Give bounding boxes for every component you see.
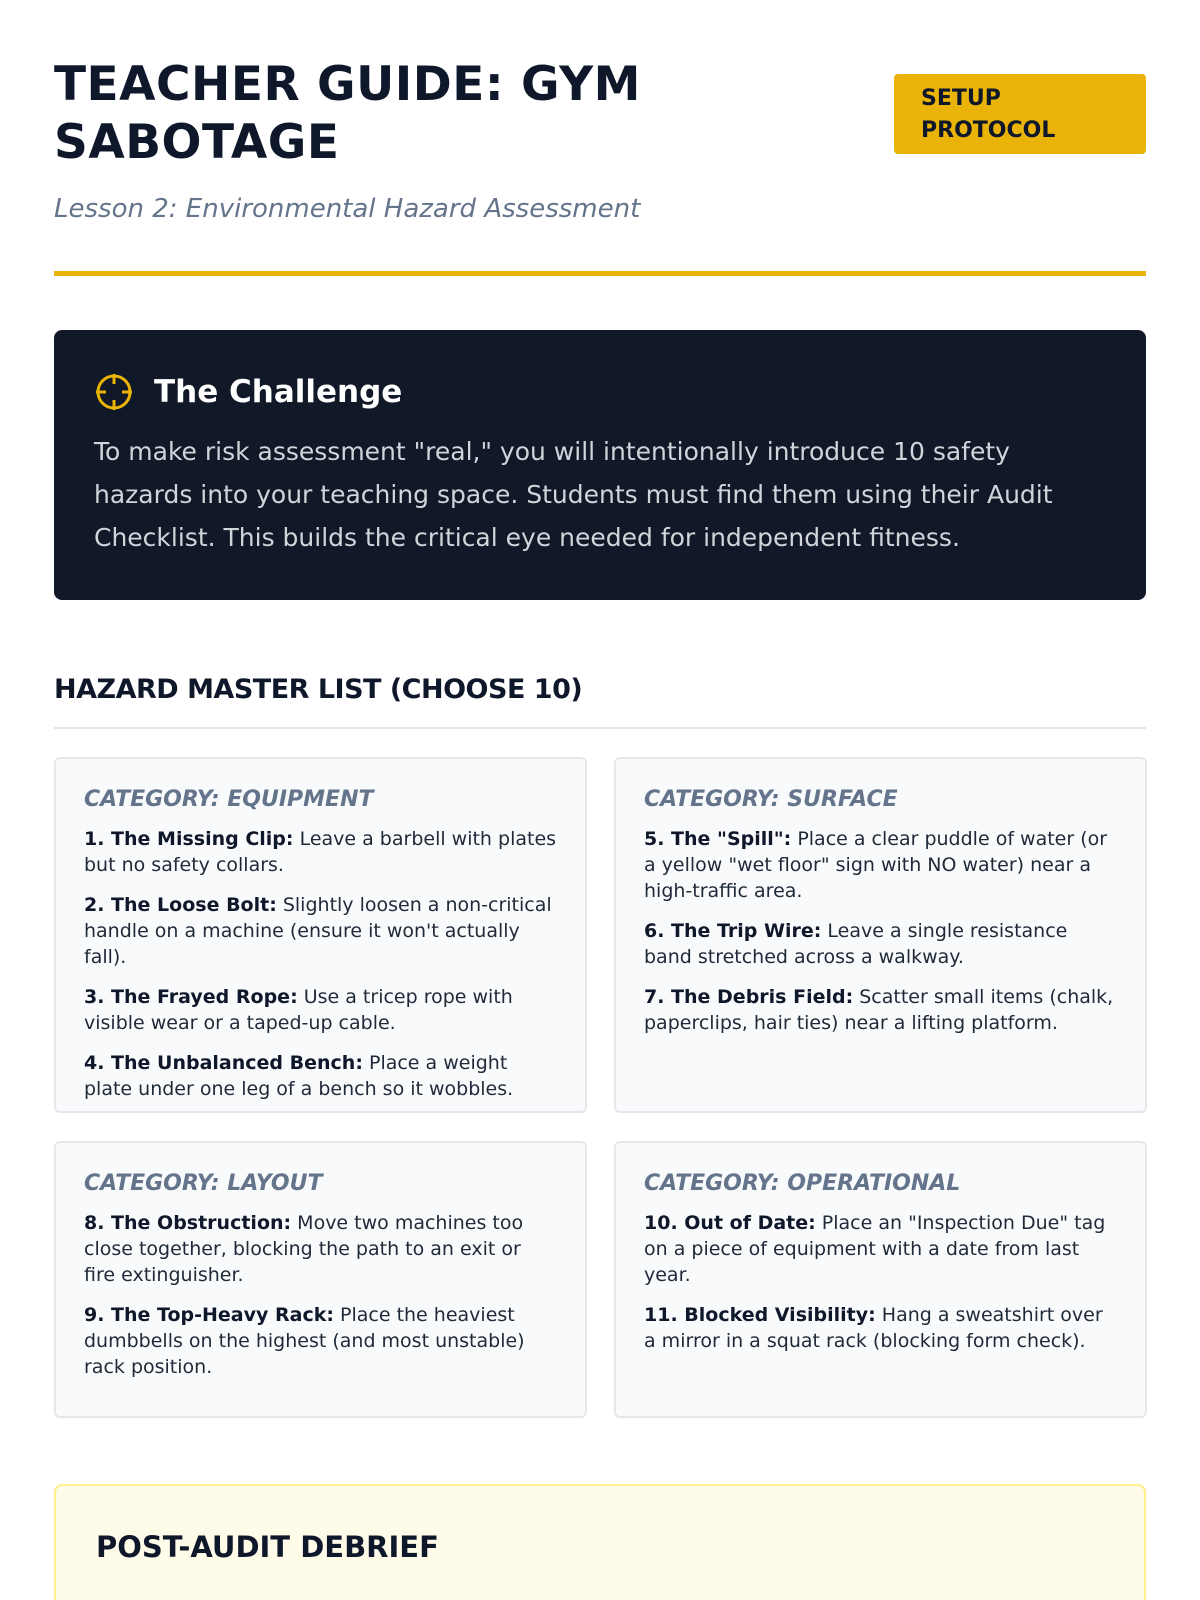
- hazard-item: [644, 1210, 1117, 1288]
- challenge-text: To make risk assessment "real," you will intentionally introduce 10 safety hazards into your teaching space. Students must find them using their Audit Checklist. This builds the critical eye needed for independent fitness.: [94, 437, 1053, 552]
- hazard-name: 2. The Loose Bolt:: [84, 894, 277, 916]
- hazard-item: [84, 984, 557, 1036]
- category-label: CATEGORY: LAYOUT: [84, 1171, 323, 1196]
- category-card-equipment: [54, 757, 587, 1113]
- hazard-description: Place a clear puddle of water (or a yellow "wet floor" sign with NO water) near a high-traffic area.: [644, 828, 1108, 902]
- hazard-name: 3. The Frayed Rope:: [84, 986, 298, 1008]
- hazard-name: 9. The Top-Heavy Rack:: [84, 1304, 334, 1326]
- category-label: CATEGORY: SURFACE: [644, 787, 898, 812]
- hazard-description: Hang a sweatshirt over a mirror in a squat rack (blocking form check).: [644, 1304, 1103, 1352]
- hazard-description: Leave a barbell with plates but no safety collars.: [84, 828, 557, 876]
- debrief-panel: [54, 1484, 1146, 1600]
- hazard-item: [644, 984, 1117, 1036]
- page-subtitle: Lesson 2: Environmental Hazard Assessment: [54, 194, 641, 224]
- hazard-item: [84, 1210, 557, 1288]
- hazard-item: [644, 918, 1117, 970]
- hazard-grid: [54, 757, 1146, 1418]
- hazard-name: 5. The "Spill":: [644, 828, 792, 850]
- category-label: CATEGORY: EQUIPMENT: [84, 787, 374, 812]
- category-card-surface: [614, 757, 1147, 1113]
- target-icon: [94, 372, 134, 412]
- hazard-description: Move two machines too close together, blocking the path to an exit or fire extinguisher.: [84, 1212, 524, 1286]
- setup-protocol-badge: SETUP PROTOCOL: [894, 74, 1146, 154]
- hazard-name: 1. The Missing Clip:: [84, 828, 294, 850]
- hazard-description: Use a tricep rope with visible wear or a taped-up cable.: [84, 986, 513, 1034]
- hazard-item: [84, 892, 557, 970]
- category-card-operational: [614, 1141, 1147, 1418]
- hazard-description: Slightly loosen a non-critical handle on a machine (ensure it won't actually fall).: [84, 894, 552, 968]
- hazard-name: 11. Blocked Visibility:: [644, 1304, 876, 1326]
- hazard-name: 4. The Unbalanced Bench:: [84, 1052, 363, 1074]
- debrief-title: POST-AUDIT DEBRIEF: [96, 1530, 439, 1564]
- challenge-title: The Challenge: [154, 374, 403, 410]
- challenge-header: [94, 372, 1106, 412]
- hazard-list-heading: HAZARD MASTER LIST (CHOOSE 10): [54, 674, 1146, 729]
- hazard-item: [84, 1050, 557, 1102]
- hazard-item: [84, 1302, 557, 1380]
- hazard-item: [644, 1302, 1117, 1354]
- category-card-layout: [54, 1141, 587, 1418]
- challenge-panel: [54, 330, 1146, 600]
- hazard-name: 8. The Obstruction:: [84, 1212, 292, 1234]
- page-header: [54, 0, 1146, 276]
- hazard-description: Place an "Inspection Due" tag on a piece of equipment with a date from last year.: [644, 1212, 1106, 1286]
- hazard-description: Place the heaviest dumbbells on the highest (and most unstable) rack position.: [84, 1304, 525, 1378]
- page-title: TEACHER GUIDE: GYM SABOTAGE: [54, 57, 641, 170]
- hazard-description: Scatter small items (chalk, paperclips, hair ties) near a lifting platform.: [644, 986, 1114, 1034]
- hazard-item: [644, 826, 1117, 904]
- hazard-item: [84, 826, 557, 878]
- hazard-description: Place a weight plate under one leg of a bench so it wobbles.: [84, 1052, 514, 1100]
- hazard-name: 10. Out of Date:: [644, 1212, 816, 1234]
- hazard-name: 7. The Debris Field:: [644, 986, 854, 1008]
- hazard-name: 6. The Trip Wire:: [644, 920, 822, 942]
- category-label: CATEGORY: OPERATIONAL: [644, 1171, 961, 1196]
- hazard-description: Leave a single resistance band stretched across a walkway.: [644, 920, 1068, 968]
